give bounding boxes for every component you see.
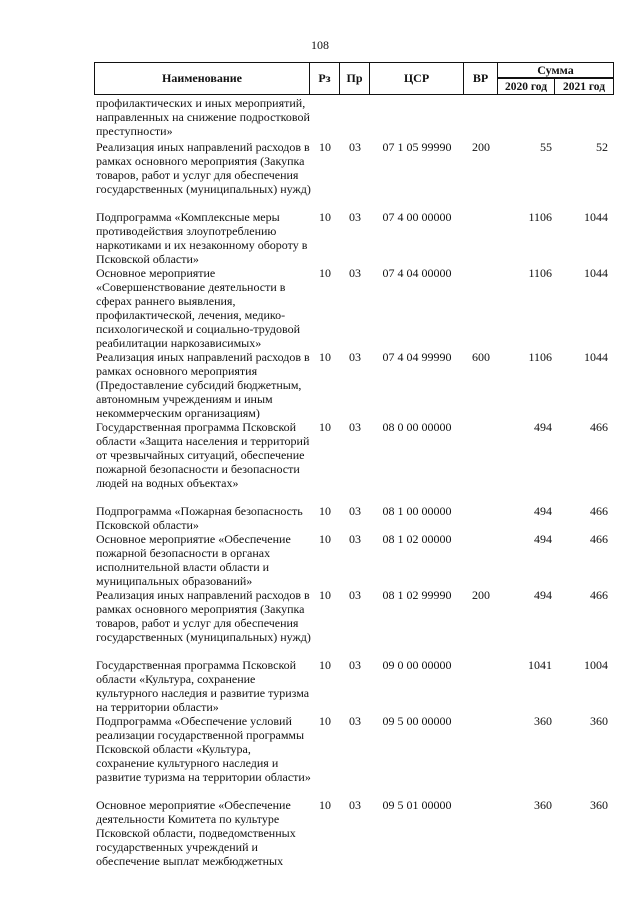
row-sum-2020: 1106: [528, 266, 552, 280]
row-name: профилактических и иных мероприятий, направленных на снижение подростковой преступности»: [96, 96, 310, 138]
row-name: Реализация иных направлений расходов в рамках основного мероприятия (Предоставление субсидий бюджетным, автономным учреждениям и иным некоммерческим организациям): [96, 350, 310, 420]
row-name: Подпрограмма «Комплексные меры противодействия злоупотреблению наркотиками и их незаконному обороту в Псковской области»: [96, 210, 308, 266]
row-name: Реализация иных направлений расходов в рамках основного мероприятия (Закупка товаров, работ и услуг для обеспечения государственных (муниципальных) нужд): [96, 588, 311, 644]
row-rz: 10: [319, 420, 331, 434]
row-csr: 07 4 04 99990: [382, 350, 452, 364]
row-rz: 10: [319, 350, 331, 364]
table-body: [94, 96, 614, 868]
row-csr: 09 5 01 00000: [382, 798, 452, 812]
row-name: Подпрограмма «Пожарная безопасность Псковской области»: [96, 504, 303, 532]
row-sum-2020: 55: [540, 140, 552, 154]
row-csr: 09 0 00 00000: [382, 658, 452, 672]
table-row: [94, 420, 614, 504]
row-sum-2021: 1044: [584, 350, 608, 364]
row-sum-2021: 466: [590, 420, 608, 434]
table-row: [94, 140, 614, 210]
row-name: Основное мероприятие «Обеспечение деятельности Комитета по культуре Псковской области, подведомственных государственных учреждений и обеспечение выплат межбюджетных: [96, 798, 296, 868]
row-rz: 10: [319, 532, 331, 546]
row-sum-2021: 52: [596, 140, 608, 154]
row-vr: 200: [472, 140, 490, 154]
table-row: [94, 266, 614, 350]
row-csr: 08 1 02 00000: [382, 532, 452, 546]
row-name: Основное мероприятие «Совершенствование деятельности в сферах раннего выявления, профилактической, лечения, медико-психологической и социально-трудовой реабилитации наркозависимых»: [96, 266, 301, 350]
row-sum-2021: 360: [590, 798, 608, 812]
row-rz: 10: [319, 504, 331, 518]
table-row: [94, 96, 614, 140]
row-csr: 09 5 00 00000: [382, 714, 452, 728]
row-sum-2021: 466: [590, 504, 608, 518]
row-rz: 10: [319, 140, 331, 154]
row-sum-2020: 1106: [528, 350, 552, 364]
row-vr: 600: [472, 350, 490, 364]
row-sum-2021: 1004: [584, 658, 608, 672]
table-row: [94, 714, 614, 798]
row-sum-2020: 360: [534, 798, 552, 812]
row-pr: 03: [349, 140, 361, 154]
row-sum-2021: 1044: [584, 266, 608, 280]
row-rz: 10: [319, 658, 331, 672]
page-number: 108: [311, 38, 329, 52]
row-pr: 03: [349, 350, 361, 364]
row-csr: 08 0 00 00000: [382, 420, 452, 434]
row-sum-2021: 466: [590, 588, 608, 602]
row-name: Государственная программа Псковской области «Защита населения и территорий от чрезвычайных ситуаций, обеспечение пожарной безопасности и безопасности людей на водных объектах»: [96, 420, 310, 490]
row-csr: 07 1 05 99990: [382, 140, 452, 154]
table-header: [94, 62, 614, 95]
table-row: [94, 798, 614, 868]
row-rz: 10: [319, 210, 331, 224]
table-row: [94, 210, 614, 266]
row-csr: 08 1 02 99990: [382, 588, 452, 602]
row-pr: 03: [349, 504, 361, 518]
row-pr: 03: [349, 714, 361, 728]
row-pr: 03: [349, 532, 361, 546]
header-year-2020: 2020 год: [497, 78, 555, 95]
row-sum-2020: 360: [534, 714, 552, 728]
row-rz: 10: [319, 798, 331, 812]
header-pr: Пр: [339, 62, 370, 95]
row-rz: 10: [319, 266, 331, 280]
header-rz: Рз: [309, 62, 340, 95]
header-csr: ЦСР: [369, 62, 464, 95]
header-year-2021: 2021 год: [554, 78, 614, 95]
row-csr: 08 1 00 00000: [382, 504, 452, 518]
header-vr: ВР: [463, 62, 498, 95]
row-pr: 03: [349, 588, 361, 602]
row-rz: 10: [319, 588, 331, 602]
row-name: Реализация иных направлений расходов в рамках основного мероприятия (Закупка товаров, работ и услуг для обеспечения государственных (муниципальных) нужд): [96, 140, 311, 196]
row-sum-2021: 466: [590, 532, 608, 546]
row-sum-2020: 494: [534, 420, 552, 434]
row-name: Государственная программа Псковской области «Культура, сохранение культурного наследия и развитие туризма на территории области»: [96, 658, 310, 714]
row-name: Основное мероприятие «Обеспечение пожарной безопасности в органах исполнительной власти области и муниципальных образований»: [96, 532, 291, 588]
header-name: Наименование: [94, 62, 310, 95]
row-sum-2020: 494: [534, 504, 552, 518]
row-sum-2021: 360: [590, 714, 608, 728]
table-row: [94, 658, 614, 714]
row-sum-2021: 1044: [584, 210, 608, 224]
row-pr: 03: [349, 798, 361, 812]
row-csr: 07 4 00 00000: [382, 210, 452, 224]
table-row: [94, 532, 614, 588]
row-csr: 07 4 04 00000: [382, 266, 452, 280]
row-name: Подпрограмма «Обеспечение условий реализации государственной программы Псковской области «Культура, сохранение культурного наследия и развитие туризма на территории области»: [96, 714, 311, 784]
row-pr: 03: [349, 266, 361, 280]
table-row: [94, 588, 614, 658]
row-pr: 03: [349, 210, 361, 224]
row-pr: 03: [349, 658, 361, 672]
row-sum-2020: 494: [534, 532, 552, 546]
row-sum-2020: 1041: [528, 658, 552, 672]
row-sum-2020: 494: [534, 588, 552, 602]
row-rz: 10: [319, 714, 331, 728]
header-sum: Сумма: [497, 62, 614, 78]
row-sum-2020: 1106: [528, 210, 552, 224]
row-vr: 200: [472, 588, 490, 602]
table-row: [94, 350, 614, 420]
table-row: [94, 504, 614, 532]
row-pr: 03: [349, 420, 361, 434]
